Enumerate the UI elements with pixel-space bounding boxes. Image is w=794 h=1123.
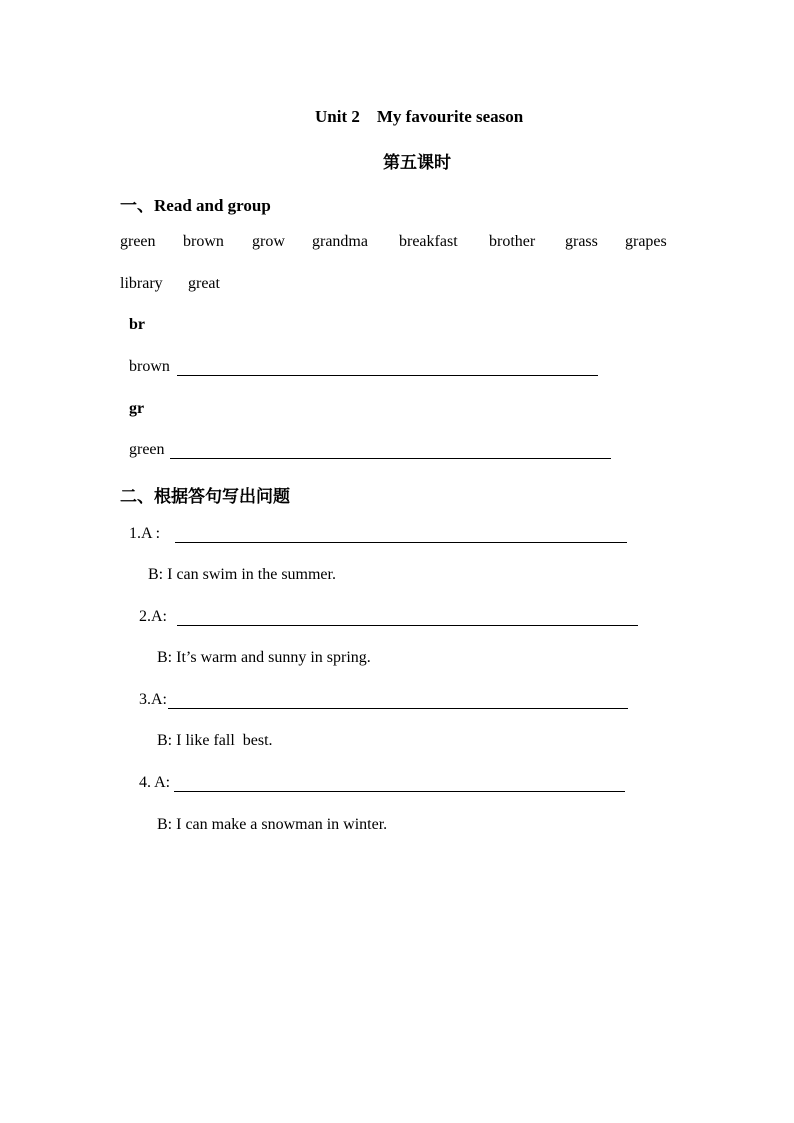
- word-brother: brother: [489, 233, 536, 250]
- word-grapes: grapes: [625, 233, 667, 250]
- group-example-green: green: [129, 441, 165, 458]
- word-library: library: [120, 275, 163, 292]
- group-label-br: br: [129, 316, 145, 333]
- group-label-gr: gr: [129, 400, 145, 417]
- question-4-prompt: 4. A:: [139, 774, 171, 791]
- word-green: green: [120, 233, 156, 250]
- word-great: great: [188, 275, 220, 292]
- group-example-brown: brown: [129, 358, 170, 375]
- question-1-answer: B: I can swim in the summer.: [148, 566, 336, 583]
- question-4-answer: B: I can make a snowman in winter.: [157, 816, 388, 833]
- answer-line-br[interactable]: [177, 375, 598, 376]
- answer-line-gr[interactable]: [170, 458, 611, 459]
- question-3-answer-line[interactable]: [168, 708, 628, 709]
- section-heading-read-and-group: 一、Read and group: [120, 196, 271, 215]
- question-3-answer: B: I like fall best.: [157, 732, 273, 749]
- lesson-title: 第五课时: [383, 153, 451, 172]
- question-2-answer-line[interactable]: [177, 625, 638, 626]
- word-grandma: grandma: [312, 233, 368, 250]
- word-grow: grow: [252, 233, 285, 250]
- section-heading-write-questions: 二、根据答句写出问题: [120, 487, 290, 506]
- unit-title: Unit 2 My favourite season: [315, 107, 524, 126]
- question-4-answer-line[interactable]: [174, 791, 625, 792]
- word-brown: brown: [183, 233, 224, 250]
- word-grass: grass: [565, 233, 598, 250]
- question-1-answer-line[interactable]: [175, 542, 627, 543]
- word-breakfast: breakfast: [399, 233, 458, 250]
- question-2-answer: B: It’s warm and sunny in spring.: [157, 649, 371, 666]
- question-3-prompt: 3.A:: [139, 691, 167, 708]
- question-2-prompt: 2.A:: [139, 608, 167, 625]
- question-1-prompt: 1.A :: [129, 525, 161, 542]
